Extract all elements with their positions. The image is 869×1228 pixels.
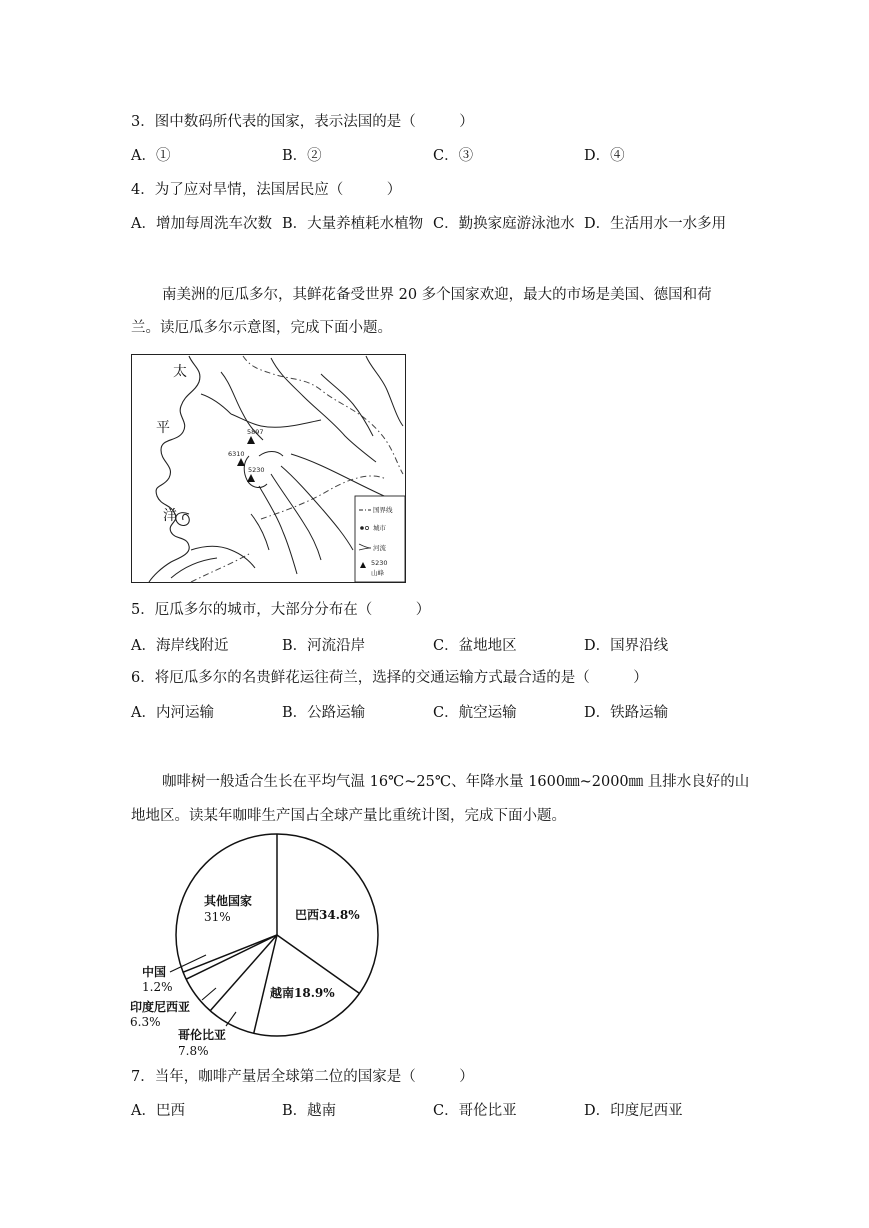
pie-value-other: 31%: [204, 910, 231, 924]
pie-value-colombia: 7.8%: [178, 1044, 209, 1058]
pie-label-indonesia: 印度尼西亚: [130, 1000, 191, 1014]
legend-city: 城市: [373, 524, 386, 532]
peak-label-5230: 5230: [248, 466, 265, 474]
pie-label-other: 其他国家: [204, 894, 253, 908]
q7-option-b: B．越南: [282, 1103, 337, 1119]
q5-option-d: D．国界沿线: [584, 638, 669, 654]
ecuador-intro-line1: 南美洲的厄瓜多尔，其鲜花备受世界 20 多个国家欢迎，最大的市场是美国、德国和荷: [162, 287, 712, 303]
map-legend: [355, 496, 405, 582]
q7-option-d: D．印度尼西亚: [584, 1103, 683, 1119]
ecuador-map: [131, 354, 406, 584]
pie-label-colombia: 哥伦比亚: [178, 1028, 227, 1042]
peak-label-5897: 5897: [247, 428, 264, 436]
q4-option-a: A．增加每周洗车次数: [131, 216, 272, 232]
q6-stem: 6．将厄瓜多尔的名贵鲜花运往荷兰，选择的交通运输方式最合适的是（ ）: [131, 670, 648, 686]
q5-option-a: A．海岸线附近: [131, 638, 229, 654]
q4-option-c: C．勤换家庭游泳池水: [433, 216, 575, 232]
legend-border: 国界线: [373, 506, 393, 514]
pie-value-indonesia: 6.3%: [130, 1015, 161, 1029]
q6-option-b: B．公路运输: [282, 705, 366, 721]
pie-value-china: 1.2%: [142, 980, 173, 994]
peak-label-6310: 6310: [228, 450, 245, 458]
q7-option-c: C．哥伦比亚: [433, 1103, 517, 1119]
q7-option-a: A．巴西: [131, 1103, 185, 1119]
ecuador-intro-line2: 兰。读厄瓜多尔示意图，完成下面小题。: [131, 320, 392, 336]
coffee-pie-chart: [120, 830, 400, 1062]
q3-option-b: B．②: [282, 148, 322, 164]
q6-option-c: C．航空运输: [433, 705, 517, 721]
coffee-intro-line2: 地地区。读某年咖啡生产国占全球产量比重统计图，完成下面小题。: [131, 808, 566, 824]
q3-option-c: C．③: [433, 148, 474, 164]
pie-label-china: 中国: [142, 965, 167, 979]
q6-option-a: A．内河运输: [131, 705, 214, 721]
coffee-intro-line1: 咖啡树一般适合生长在平均气温 16℃~25℃、年降水量 1600㎜~2000㎜ 且排水良好的山: [162, 774, 750, 790]
q4-option-b: B．大量养植耗水植物: [282, 216, 424, 232]
q3-stem: 3．图中数码所代表的国家，表示法国的是（ ）: [131, 114, 474, 130]
q4-option-d: D．生活用水一水多用: [584, 216, 727, 232]
q3-option-d: D．④: [584, 148, 625, 164]
legend-peak-value: 5230: [371, 559, 388, 567]
pie-label-brazil: 巴西34.8%: [295, 908, 360, 922]
q5-stem: 5．厄瓜多尔的城市，大部分分布在（ ）: [131, 602, 431, 618]
q6-option-d: D．铁路运输: [584, 705, 669, 721]
legend-river: 河流: [373, 544, 386, 552]
q4-stem: 4．为了应对旱情，法国居民应（ ）: [131, 182, 402, 198]
q5-option-c: C．盆地地区: [433, 638, 517, 654]
ocean-char-1: 太: [173, 364, 187, 380]
ocean-char-2: 平: [156, 420, 170, 436]
ocean-char-3: 洋: [163, 508, 177, 524]
pie-label-vietnam: 越南18.9%: [270, 986, 335, 1000]
q3-option-a: A．①: [131, 148, 171, 164]
legend-peak: 山峰: [371, 569, 384, 577]
q5-option-b: B．河流沿岸: [282, 638, 366, 654]
q7-stem: 7．当年，咖啡产量居全球第二位的国家是（ ）: [131, 1069, 474, 1085]
